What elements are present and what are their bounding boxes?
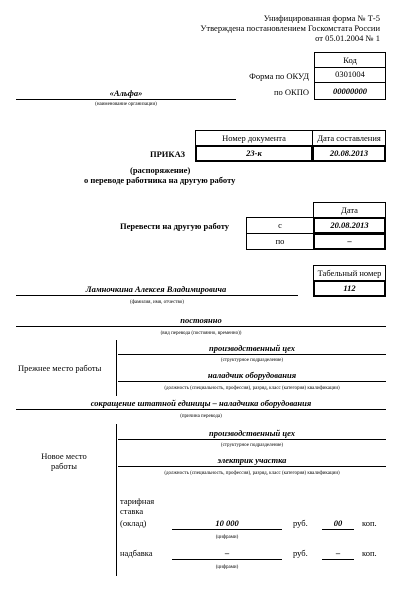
previous-unit-caption: (структурное подразделение) (220, 358, 284, 363)
previous-position: наладчик оборудования (207, 370, 297, 380)
organization-name: «Альфа» (109, 88, 143, 98)
previous-position-caption: (должность (специальность, профессия), разряд, класс (категория) квалификации) (164, 386, 340, 391)
tab-number: 112 (313, 280, 386, 297)
new-position-line (118, 466, 386, 467)
bonus-kop-line (322, 559, 354, 560)
bonus-kop-value: – (335, 548, 341, 558)
employee-name-line (16, 295, 298, 296)
okpo-label: по ОКПО (273, 87, 309, 97)
previous-unit: производственный цех (209, 343, 295, 353)
rate-kop: коп. (362, 518, 377, 528)
transfer-reason-caption: (причина перевода) (180, 414, 222, 419)
transfer-kind: постоянно (180, 315, 222, 325)
transfer-reason-line (16, 409, 386, 410)
previous-place-label: Прежнее место работы (18, 363, 102, 373)
doc-type: ПРИКАЗ (150, 149, 185, 159)
rate-caption: (цифрами) (215, 535, 239, 540)
doc-subtype: (распоряжение) (130, 165, 191, 175)
rate-label-2: ставка (120, 506, 144, 516)
tab-number-header: Табельный номер (313, 265, 386, 281)
new-position: электрик участка (217, 455, 287, 465)
rate-kop-line (322, 529, 354, 530)
new-place-label-1: Новое место (41, 451, 87, 461)
rate-value: 10 000 (215, 518, 239, 528)
rate-rub: руб. (293, 518, 308, 528)
okpo-value: 00000000 (314, 83, 386, 100)
transfer-reason: сокращение штатной единицы – наладчика оборудования (90, 398, 312, 408)
transfer-kind-caption: (вид перевода (постоянно, временно)) (160, 331, 242, 336)
doc-date: 20.08.2013 (312, 145, 386, 162)
code-header: Код (314, 52, 386, 68)
new-place-label-2: работы (51, 461, 77, 471)
previous-position-line (118, 381, 386, 382)
new-position-caption: (должность (специальность, профессия), разряд, класс (категория) квалификации) (164, 471, 340, 476)
transfer-from-label: с (246, 217, 314, 234)
okud-value: 0301004 (314, 67, 386, 83)
approval-note: Утверждена постановлением Госкомстата России (200, 23, 380, 33)
bonus-rub: руб. (293, 548, 308, 558)
bonus-kop: коп. (362, 548, 377, 558)
bonus-value-line (172, 559, 282, 560)
doc-date-header: Дата составления (312, 130, 386, 146)
rate-label-1: тарифная (120, 496, 155, 506)
doc-number-header: Номер документа (195, 130, 313, 146)
new-unit-line (118, 439, 386, 440)
doc-subject: о переводе работника на другую работу (84, 175, 236, 185)
previous-place-divider (116, 340, 117, 396)
rate-value-line (172, 529, 282, 530)
organization-caption: (наименование организации) (95, 102, 157, 107)
doc-number: 23-к (195, 145, 313, 162)
new-unit: производственный цех (209, 428, 295, 438)
employee-name-caption: (фамилия, имя, отчество) (130, 300, 184, 305)
form-title: Унифицированная форма № Т-5 (263, 13, 380, 23)
new-place-divider (116, 424, 117, 576)
new-unit-caption: (структурное подразделение) (220, 443, 284, 448)
approval-date: от 05.01.2004 № 1 (315, 33, 380, 43)
bonus-value: – (224, 548, 230, 558)
previous-unit-line (118, 354, 386, 355)
transfer-label: Перевести на другую работу (120, 221, 230, 231)
rate-label-3: (оклад) (120, 518, 147, 528)
organization-line (16, 99, 236, 100)
transfer-kind-line (16, 326, 386, 327)
transfer-from-value: 20.08.2013 (313, 217, 386, 234)
okud-label: Форма по ОКУД (249, 71, 309, 81)
employee-name: Ламночкина Алексея Владимировича (85, 284, 227, 294)
rate-kop-value: 00 (333, 518, 343, 528)
bonus-caption: (цифрами) (215, 565, 239, 570)
transfer-to-label: по (246, 233, 314, 250)
transfer-date-header: Дата (313, 202, 386, 218)
bonus-label: надбавка (120, 548, 153, 558)
transfer-to-value: – (313, 233, 386, 250)
